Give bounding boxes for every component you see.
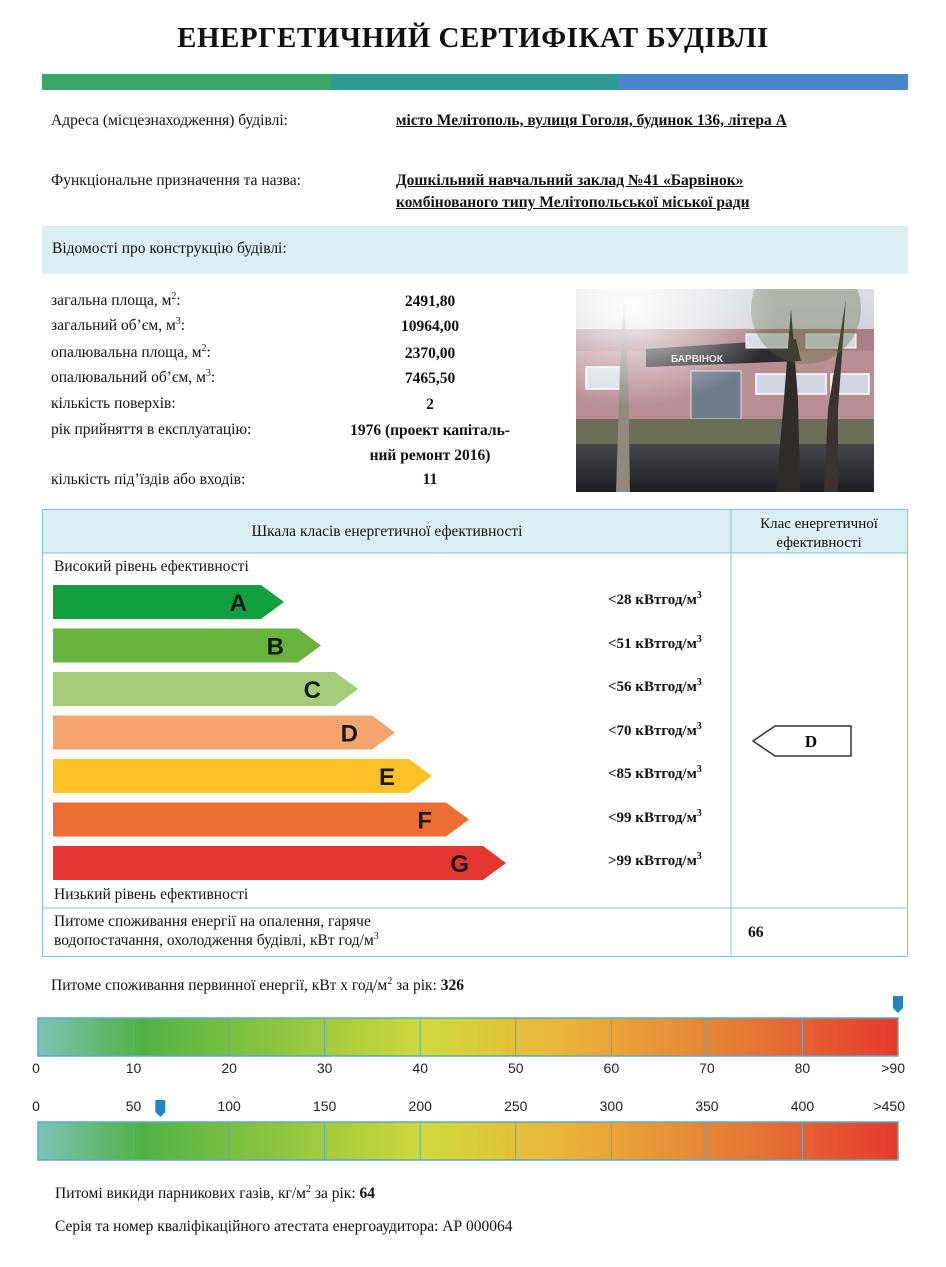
- scale-tick-label: 10: [125, 1060, 142, 1076]
- scale-bars: [30, 992, 920, 1172]
- consumption-label-line2: водопостачання, охолодження будівлі, кВт год/$м^3$: [54, 930, 379, 949]
- spec-total-volume-label: загальний об’єм, $м^3$:: [51, 315, 186, 334]
- consumption-label-line1: Питоме споживання енергії на опалення, гаряче: [54, 913, 371, 930]
- scale-header: Шкала класів енергетичної ефективності: [251, 523, 523, 540]
- scale-tick-label: 80: [794, 1060, 811, 1076]
- scale-tick-label: 200: [408, 1098, 432, 1114]
- spec-entrances-label: кількість під’їздів або входів:: [51, 471, 246, 488]
- spec-floors-value: 2: [426, 396, 434, 413]
- scale-tick-label: >450: [873, 1098, 905, 1114]
- page-title: ЕНЕРГЕТИЧНИЙ СЕРТИФІКАТ БУДІВЛІ: [177, 22, 769, 54]
- current-class-indicator: [753, 726, 851, 756]
- spec-year-value-line1: 1976 (проект капіталь-: [350, 422, 510, 439]
- consumption-label: [54, 912, 379, 950]
- scale-tick-label: 350: [695, 1098, 719, 1114]
- scale-tick-label: 0: [32, 1098, 40, 1114]
- class-letter-b: B: [266, 633, 284, 661]
- header-color-bar: [42, 74, 908, 90]
- scale-tick-label: 300: [599, 1098, 623, 1114]
- primary-energy-marker: [893, 996, 903, 1013]
- spec-total-area-value: 2491,80: [404, 293, 456, 310]
- emissions-bar: [38, 1122, 898, 1160]
- header-bar-segment-blue: [619, 74, 908, 90]
- auditor-certificate: Серія та номер кваліфікаційного атестата енергоаудитора: АР 000064: [55, 1218, 513, 1235]
- construction-header: [42, 226, 908, 274]
- spec-total-volume-value: 10964,00: [400, 318, 460, 335]
- class-threshold-a: <28 кВтгод/$м^3$: [608, 590, 702, 608]
- spec-heated-area-value: 2370,00: [404, 345, 456, 362]
- building-photo-drawing: [576, 289, 874, 492]
- primary-energy-bar: [38, 1018, 898, 1056]
- building-photo: [576, 289, 874, 492]
- primary-energy-value: 326: [440, 977, 464, 994]
- class-arrow-g: [53, 846, 506, 880]
- class-letter-e: E: [378, 764, 395, 791]
- scale-tick-label: 40: [412, 1060, 428, 1076]
- class-arrow-a: [53, 585, 284, 619]
- scale-tick-label: 30: [316, 1060, 333, 1076]
- class-header: [731, 515, 907, 553]
- address-label: Адреса (місцезнаходження) будівлі:: [51, 112, 288, 129]
- spec-entrances-value: 11: [422, 471, 438, 488]
- scale-tick-label: 150: [312, 1098, 337, 1114]
- spec-heated-volume-value: 7465,50: [404, 370, 456, 387]
- class-letter-d: D: [340, 720, 358, 748]
- spec-heated-area-label: опалювальна площа, $м^2$:: [51, 342, 211, 361]
- consumption-value: 66: [748, 924, 764, 941]
- scale-tick-label: 100: [217, 1098, 241, 1114]
- scale-tick-label: >90: [881, 1060, 905, 1076]
- scale-tick-label: 250: [504, 1098, 528, 1114]
- spec-year-label: рік прийняття в експлуатацію:: [51, 421, 252, 438]
- emissions-label: Питомі викиди парникових газів, $кг/м^2$ за рік: 64: [55, 1183, 376, 1202]
- class-threshold-g: >99 кВтгод/$м^3$: [608, 851, 702, 869]
- spec-year-value-line2: ний ремонт 2016): [369, 447, 491, 464]
- high-efficiency-label: Високий рівень ефективності: [54, 558, 249, 575]
- spec-total-area-label: загальна площа, $м^2$:: [51, 290, 181, 309]
- class-arrow-e: [53, 759, 432, 793]
- scale-tick-label: 20: [221, 1060, 237, 1076]
- header-bar-segment-teal: [331, 74, 620, 90]
- class-threshold-e: <85 кВтгод/$м^3$: [608, 764, 702, 782]
- scale-tick-label: 400: [790, 1098, 815, 1114]
- class-threshold-d: <70 кВтгод/$м^3$: [608, 720, 702, 739]
- class-letter-c: C: [303, 677, 321, 704]
- class-letter-f: F: [417, 807, 432, 835]
- class-arrow-f: [53, 803, 469, 837]
- class-threshold-f: <99 кВтгод/$м^3$: [608, 807, 702, 826]
- purpose-label: Функціональне призначення та назва:: [51, 172, 301, 189]
- scale-tick-label: 50: [507, 1060, 524, 1076]
- scale-tick-label: 60: [603, 1060, 620, 1076]
- scale-tick-label: 50: [125, 1098, 142, 1114]
- purpose-value-line1: Дошкільний навчальний заклад №41 «Барвінок»: [396, 172, 744, 189]
- scale-tick-label: 70: [699, 1060, 715, 1076]
- low-efficiency-label: Низький рівень ефективності: [54, 886, 249, 903]
- class-threshold-c: <56 кВтгод/$м^3$: [608, 677, 702, 695]
- scale-tick-label: 0: [32, 1060, 40, 1076]
- primary-energy-label: Питоме споживання первинної енергії, кВт х год/$м^2$ за рік: 326: [51, 975, 464, 994]
- construction-header-text: Відомості про конструкцію будівлі:: [52, 240, 287, 257]
- efficiency-scale-table: [42, 509, 908, 957]
- address-value: місто Мелітополь, вулиця Гоголя, будинок 136, літера А: [396, 112, 787, 129]
- class-header-line2: ефективності: [776, 535, 862, 551]
- emissions-value: 64: [359, 1185, 376, 1202]
- current-class-letter: D: [804, 732, 818, 751]
- class-letter-g: G: [450, 851, 469, 878]
- class-letter-a: A: [229, 590, 247, 617]
- purpose-value-line2: комбінованого типу Мелітопольської міської ради: [396, 194, 750, 211]
- header-bar-segment-green: [42, 74, 331, 90]
- spec-floors-label: кількість поверхів:: [51, 395, 176, 412]
- class-threshold-b: <51 кВтгод/$м^3$: [608, 633, 702, 652]
- spec-heated-volume-label: опалювальний об’єм, $м^3$:: [51, 367, 216, 386]
- class-header-line1: Клас енергетичної: [760, 516, 878, 532]
